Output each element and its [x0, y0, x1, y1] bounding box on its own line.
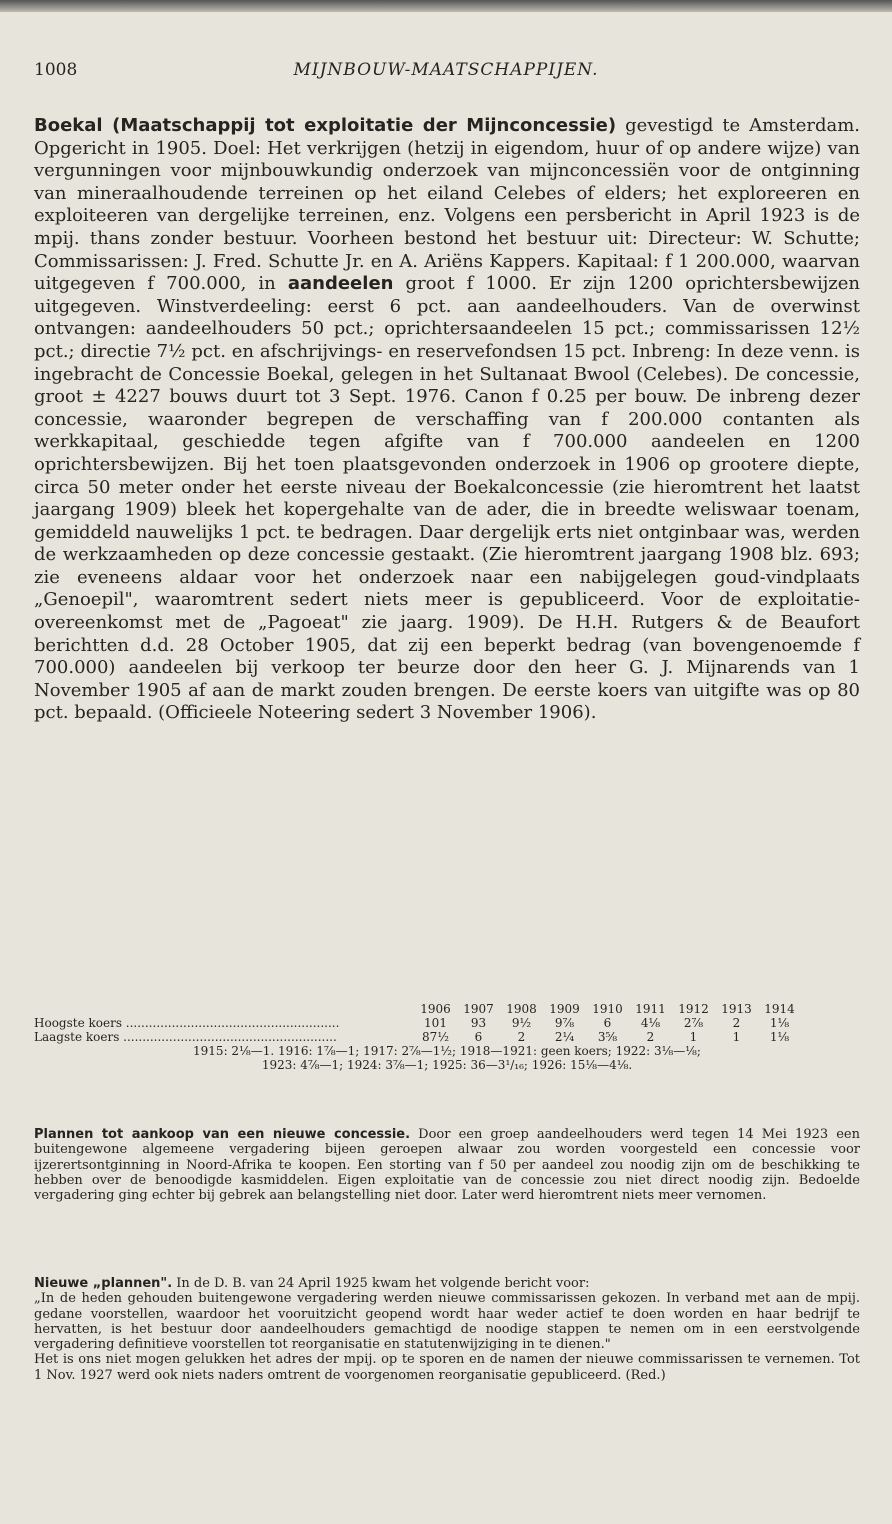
header-label-cell — [34, 1002, 414, 1016]
value-cell: 93 — [470, 1016, 487, 1030]
year-cell: 1913 — [721, 1002, 752, 1016]
value-cell: 6 — [474, 1030, 483, 1044]
year-cell: 1910 — [592, 1002, 623, 1016]
year-cell: 1911 — [635, 1002, 666, 1016]
value-cell: 9½ — [511, 1016, 532, 1030]
value-cell: 1 — [732, 1030, 741, 1044]
value-cell: 2 — [646, 1030, 655, 1044]
table-header-row — [34, 1002, 860, 1016]
value-cell: 6 — [603, 1016, 612, 1030]
koers-note: 1923: 4⅞—1; 1924: 3⅞—1; 1925: 36—3¹/₁₆; 1926: 15⅛—4⅛. — [261, 1058, 633, 1072]
year-cell: 1909 — [549, 1002, 580, 1016]
scan-top-edge — [0, 0, 892, 12]
quote-paragraph: „In de heden gehouden buitengewone vergadering werden nieuwe commissarissen gekozen. In verband met aan de mpij. gedane voorstellen, waardoor het vooruitzicht geopend wordt haar weder actief te doen worden en haar bedrijf te hervatten, is het bestuur door aandeelhouders gemachtigd de noodige stappen te nemen om in een eerstvolgende vergadering definitieve voorstellen tot reorganisatie en statutenwijziging in te dienen." — [34, 1291, 860, 1353]
section-text: In de D. B. van 24 April 1925 kwam het volgende bericht voor: — [172, 1276, 590, 1291]
value-cell: 2¼ — [554, 1030, 575, 1044]
value-cell: 1⅛ — [769, 1030, 790, 1044]
section-nieuwe-plannen — [34, 1276, 860, 1383]
value-cell: 2⅞ — [683, 1016, 704, 1030]
value-cell: 9⅞ — [554, 1016, 575, 1030]
entry-text-1: gevestigd te Amsterdam. Opgericht in 1905. Doel: Het verkrijgen (hetzij in eigendom, huur of op andere wijze) van vergunningen voor mijnbouwkundig onderzoek van mijnconcessiën voor de ontginning van mineraalhoudende terreinen op het eiland Celebes of elders; het exploreeren en exploiteeren van dergelijke terreinen, enz. Volgens een persbericht in April 1923 is de mpij. thans zonder bestuur. Voorheen bestond het bestuur uit: Directeur: W. Schutte; Commissarissen: J. Fred. Schutte Jr. en A. Ariëns Kappers. Kapitaal: f 1 200.000, waarvan uitgegeven f 700.000, in — [34, 115, 860, 295]
year-cell: 1906 — [420, 1002, 451, 1016]
value-cell: 87½ — [422, 1030, 449, 1044]
page-header — [34, 60, 858, 90]
aandeelen-keyword: aandeelen — [287, 273, 394, 295]
entry-text-2: groot f 1000. Er zijn 1200 oprichtersbewijzen uitgegeven. Winstverdeeling: eerst 6 pct. aan aandeelhouders. Van de overwinst ontvangen: aandeelhouders 50 pct.; oprichtersaandeelen 15 pct.; commissarissen 12½ pct.; directie 7½ pct. en afschrijvings- en reservefondsen 15 pct. Inbreng: In deze venn. is ingebracht de Concessie Boekal, gelegen in het Sultanaat Bwool (Celebes). De concessie, groot ± 4227 bouws duurt tot 3 Sept. 1976. Canon f 0.25 per bouw. De inbreng dezer concessie, waaronder begrepen de verschaffing van f 200.000 contanten als werkkapitaal, geschiedde tegen afgifte van f 700.000 aandeelen en 1200 oprichtersbewijzen. Bij het toen plaatsgevonden onderzoek in 1906 op grootere diepte, circa 50 meter onder het eerste niveau der Boekalconcessie (zie hieromtrent het laatst jaargang 1909) bleek het kopergehalte van de ader, die in breedte weliswaar toenam, gemiddeld nauwelijks 1 pct. te bedragen. Daar dergelijk erts niet ontginbaar was, werden de werkzaamheden op deze concessie gestaakt. (Zie hieromtrent jaargang 1908 blz. 693; zie eveneens aldaar voor het onderzoek naar een nabijgelegen goud-vindplaats „Genoepil", waaromtrent sedert niets meer is gepubliceerd. Voor de exploitatie-overeenkomst met de „Pagoeat" zie jaarg. 1909). De H.H. Rutgers & de Beaufort berichtten d.d. 28 October 1905, dat zij een beperkt bedrag (van bovengenoemde f 700.000) aandeelen bij verkoop ter beurze door den heer G. J. Mijnarends van 1 November 1905 af aan de markt zouden brengen. De eerste koers van uitgifte was op 80 pct. bepaald. (Officieele Noteering sedert 3 November 1906). — [34, 273, 861, 724]
closing-paragraph: Het is ons niet mogen gelukken het adres der mpij. op te sporen en de namen der nieuwe commissarissen te vernemen. Tot 1 Nov. 1927 werd ook niets naders omtrent de voorgenomen reorganisatie gepubliceerd. (Red.) — [34, 1352, 860, 1383]
value-cell: 1⅛ — [769, 1016, 790, 1030]
value-cell: 1 — [689, 1030, 698, 1044]
page-number: 1008 — [34, 60, 78, 80]
year-cell: 1912 — [678, 1002, 709, 1016]
table-row — [34, 1016, 860, 1030]
section-plannen-aankoop — [34, 1127, 860, 1203]
value-cell: 101 — [424, 1016, 447, 1030]
value-cell: 2 — [517, 1030, 526, 1044]
value-cell: 2 — [732, 1016, 741, 1030]
year-cell: 1908 — [506, 1002, 537, 1016]
value-cell: 4⅛ — [640, 1016, 661, 1030]
table-row — [34, 1030, 860, 1044]
running-title: MIJNBOUW-MAATSCHAPPIJEN. — [293, 60, 599, 80]
entry-paragraph — [34, 115, 860, 725]
koers-note: 1915: 2⅛—1. 1916: 1⅞—1; 1917: 2⅞—1½; 1918—1921: geen koers; 1922: 3⅛—⅛; — [193, 1044, 701, 1058]
section-heading: Nieuwe „plannen". — [34, 1276, 173, 1291]
koers-table — [34, 1002, 860, 1072]
section-heading: Plannen tot aankoop van een nieuwe concessie. — [34, 1127, 411, 1142]
company-entry — [34, 115, 860, 725]
section-text: Door een groep aandeelhouders werd tegen 14 Mei 1923 een buitengewone algemeene vergadering bijeen geroepen alwaar zou worden voorgesteld een concessie voor ijzerertsontginning in Noord-Afrika te koopen. Een storting van f 50 per aandeel zou noodig zijn om de beschikking te hebben over de benoodigde kasmiddelen. Eigen exploitatie van de concessie zou niet direct noodig zijn. Bedoelde vergadering ging echter bij gebrek aan belangstelling niet door. Later werd hieromtrent niets meer vernomen. — [34, 1127, 860, 1204]
year-cell: 1907 — [463, 1002, 494, 1016]
section-paragraph — [34, 1127, 860, 1203]
row-label: Hoogste koers ........................................................ — [34, 1016, 340, 1030]
year-cell: 1914 — [764, 1002, 795, 1016]
section-paragraph — [34, 1276, 860, 1291]
row-label: Laagste koers ........................................................ — [34, 1030, 337, 1044]
company-name: Boekal (Maatschappij tot exploitatie der Mijnconcessie) — [34, 115, 617, 136]
value-cell: 3⅝ — [597, 1030, 618, 1044]
